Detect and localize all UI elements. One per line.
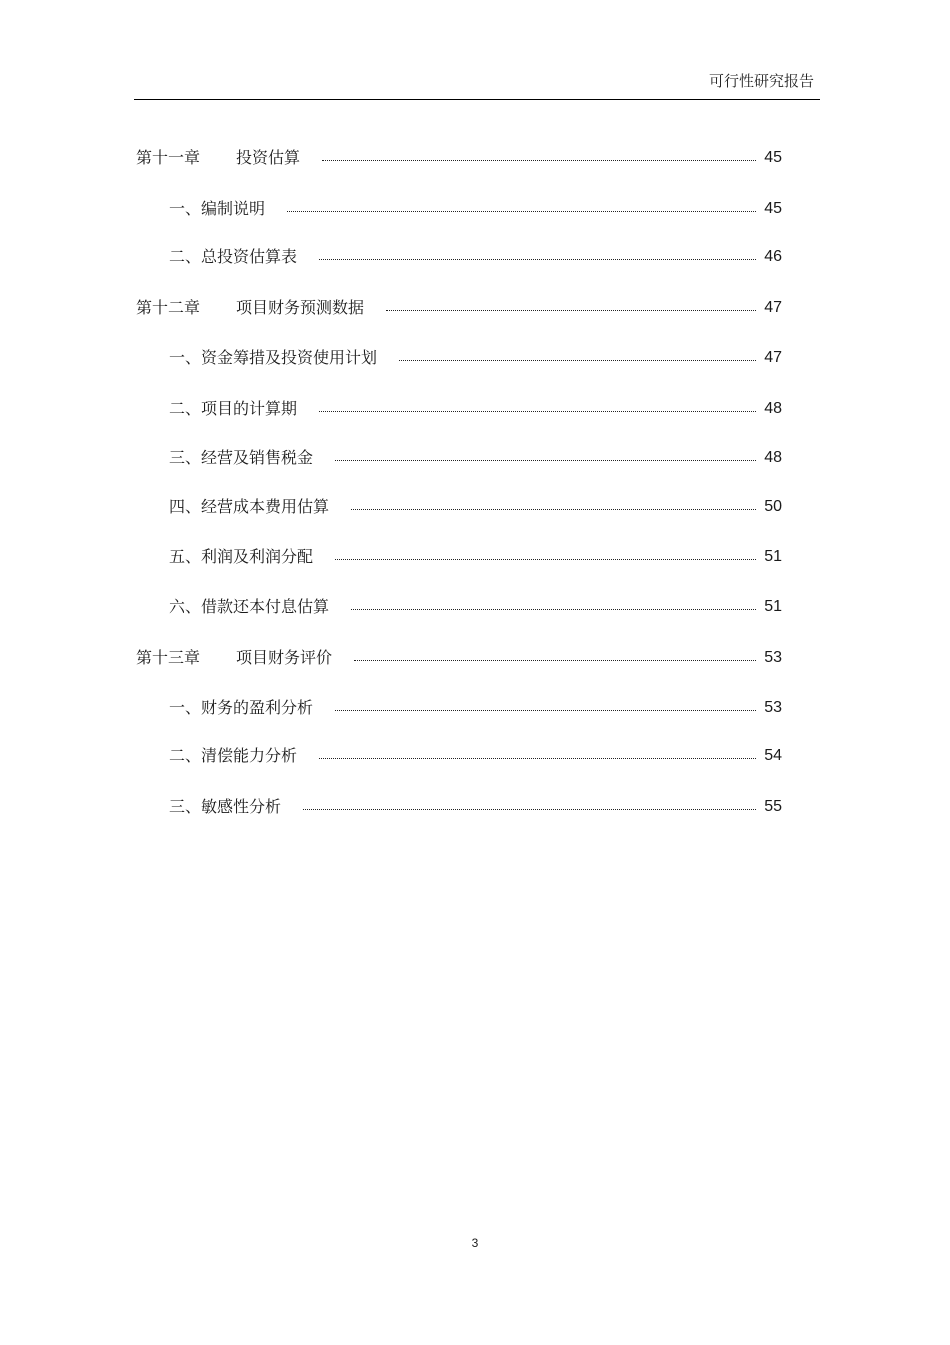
toc-dot-leader [351,609,756,610]
toc-dot-leader [303,809,756,810]
toc-entry[interactable] [169,398,782,420]
toc-entry[interactable] [169,347,782,369]
toc-dot-leader [287,211,756,212]
toc-dot-leader [322,160,756,161]
toc-entry[interactable] [169,447,782,469]
toc-entry[interactable] [169,745,782,767]
toc-entry-title: 二、项目的计算期 [169,399,298,418]
toc-entry[interactable] [169,246,782,268]
toc-chapter-number: 第十三章 [136,648,201,667]
toc-entry-title: 一、编制说明 [169,199,266,218]
toc-page-number: 48 [764,449,782,466]
toc-page-number: 45 [764,149,782,166]
toc-page-number: 53 [764,699,782,716]
toc-entry-title: 一、资金筹措及投资使用计划 [169,348,378,367]
toc-entry[interactable] [169,697,782,719]
toc-dot-leader [351,509,756,510]
toc-entry-title: 投资估算 [236,148,301,167]
toc-dot-leader [354,660,756,661]
page-number: 3 [471,1236,479,1250]
toc-entry-title: 三、经营及销售税金 [169,448,314,467]
toc-entry[interactable] [169,546,782,568]
toc-page-number: 55 [764,798,782,815]
toc-page-number: 45 [764,200,782,217]
toc-entry[interactable] [136,647,782,669]
toc-page-number: 48 [764,400,782,417]
toc-entry[interactable] [169,596,782,618]
toc-chapter-number: 第十二章 [136,298,201,317]
toc-page-number: 50 [764,498,782,515]
toc-dot-leader [335,710,756,711]
toc-entry-title: 三、敏感性分析 [169,797,282,816]
toc-entry-title: 四、经营成本费用估算 [169,497,330,516]
toc-dot-leader [319,411,756,412]
toc-entry-title: 项目财务预测数据 [236,298,365,317]
toc-entry[interactable] [136,297,782,319]
toc-entry-title: 二、总投资估算表 [169,247,298,266]
toc-dot-leader [399,360,756,361]
toc-page-number: 47 [764,299,782,316]
toc-entry[interactable] [169,198,782,220]
toc-entry-title: 六、借款还本付息估算 [169,597,330,616]
toc-chapter-number: 第十一章 [136,148,201,167]
toc-page-number: 54 [764,747,782,764]
toc-page-number: 51 [764,548,782,565]
header-title: 可行性研究报告 [708,72,814,90]
toc-entry-title: 项目财务评价 [236,648,333,667]
toc-dot-leader [319,259,756,260]
toc-entry[interactable] [136,147,782,169]
toc-page-number: 53 [764,649,782,666]
toc-entry-title: 五、利润及利润分配 [169,547,314,566]
toc-page-number: 47 [764,349,782,366]
toc-entry-title: 二、清偿能力分析 [169,746,298,765]
toc-entry-title: 一、财务的盈利分析 [169,698,314,717]
toc-entry[interactable] [169,796,782,818]
toc-dot-leader [319,758,756,759]
toc-entry[interactable] [169,496,782,518]
toc-dot-leader [386,310,756,311]
toc-dot-leader [335,559,756,560]
toc-dot-leader [335,460,756,461]
toc-page-number: 51 [764,598,782,615]
toc-page-number: 46 [764,248,782,265]
